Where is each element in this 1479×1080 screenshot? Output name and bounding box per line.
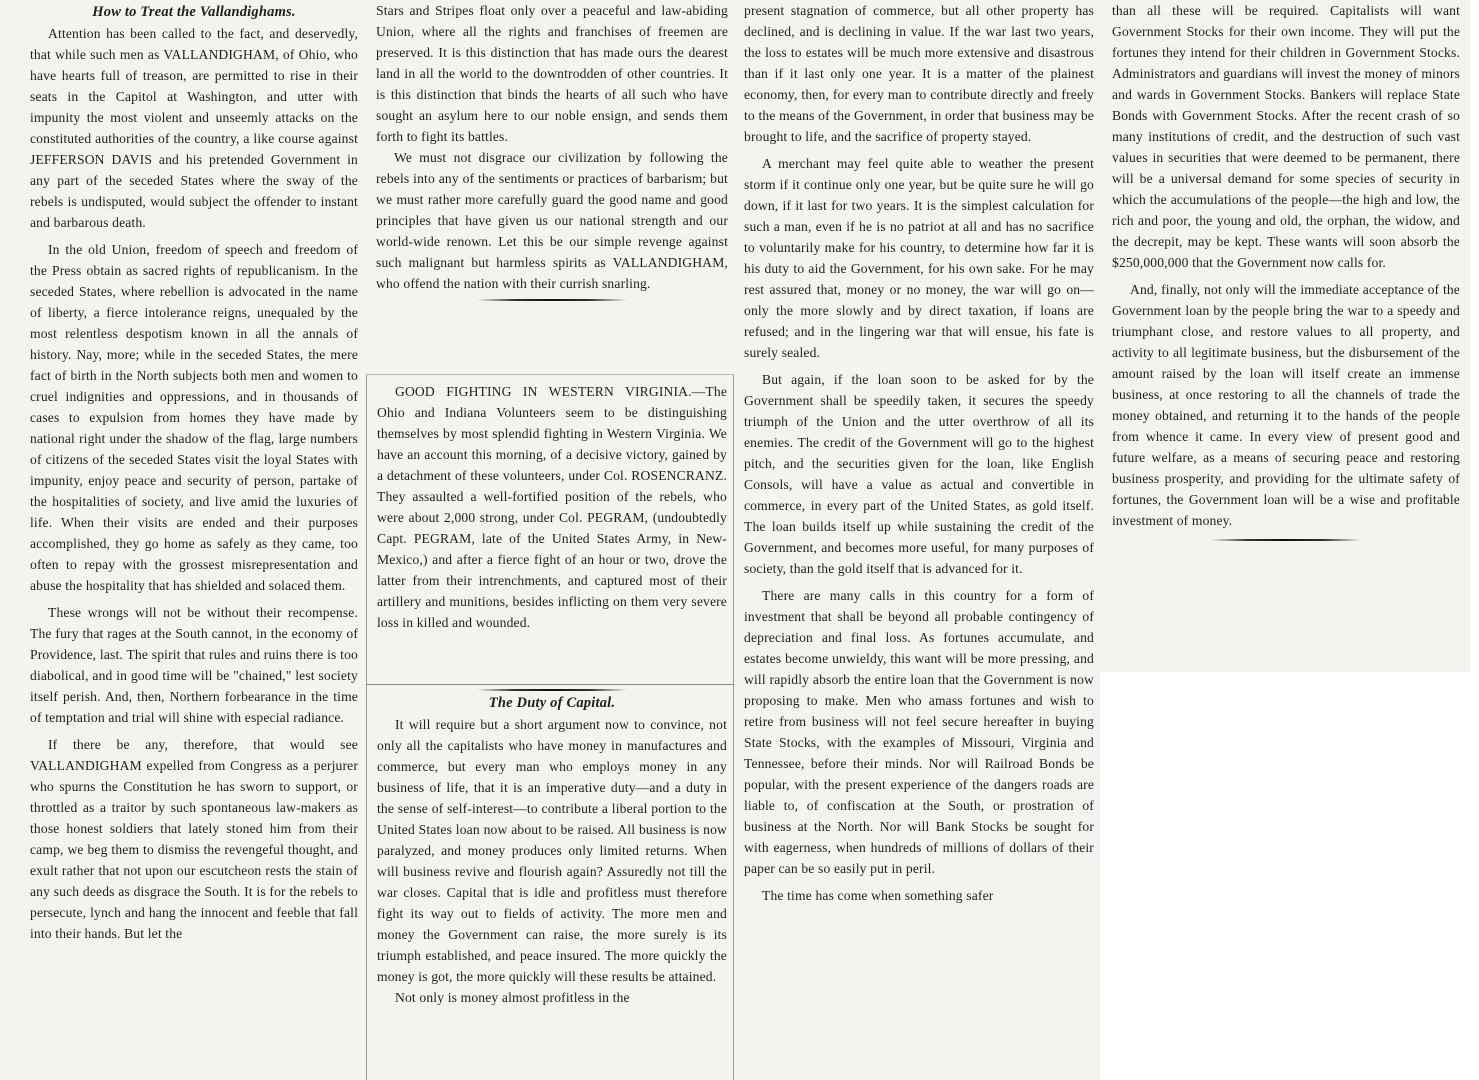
column-2 bbox=[366, 0, 734, 1080]
column-3 bbox=[734, 0, 1100, 1080]
paragraph: We must not disgrace our civilization by following the rebels into any of the sentiments or practices of barbarism; but we must rather more carefully guard the good name and good principles that have given us our national strength and our world-wide renown. Let this be our simple revenge against such malignant but harmless spirits as VALLANDIGHAM, who offend the nation with their currish snarling. bbox=[376, 150, 728, 291]
paragraph: In the old Union, freedom of speech and freedom of the Press obtain as sacred rights of republicanism. In the seceded States, where rebellion is advocated in the name of liberty, a fierce intolerance reigns, unequaled by the most relentless despotism known in all the annals of history. Nay, more; while in the seceded States, the mere fact of birth in the North subjects both men and women to cruel indignities and oppressions, and in thousands of cases to expulsion from homes they have made by national right under the shadow of the flag, large numbers of citizens of the seceded States visit the loyal States with impunity, enjoy peace and security of person, partake of the hospitalities of society, and live amid the luxuries of life. When their visits are ended and their purposes accomplished, they go home as safely as they came, too often to repay with the grossest misrepresentation and abuse the hospitality that has shielded and solaced them. bbox=[30, 242, 358, 593]
column-rule bbox=[477, 689, 627, 691]
article-title-duty-of-capital: The Duty of Capital. bbox=[488, 695, 616, 711]
column-rule bbox=[1211, 539, 1361, 541]
clipping-continuation bbox=[366, 0, 734, 374]
clipping-western-virginia bbox=[366, 374, 734, 684]
paragraph: There are many calls in this country for a form of investment that shall be beyond all probable contingency of depreciation and final loss. As fortunes accumulate, and estates become unwieldy, this want will be more pressing, and will rapidly absorb the entire loan that the Government is now proposing to make. Men who amass fortunes and wish to retire from business will not feel secure hereafter in buying State Stocks, with the examples of Missouri, Virginia and Tennessee, before their minds. Nor will Railroad Bonds be popular, with the present experience of the dangers roads are liable to, of confiscation at the South, or prostration of business at the North. Nor will Bank Stocks be sought for with eagerness, when hundreds of millions of dollars of their paper can be so easily put in peril. bbox=[744, 588, 1094, 876]
column-1 bbox=[0, 0, 366, 1080]
paragraph: It will require but a short argument now to convince, not only all the capitalists who have money in manufactures and commerce, but every man who employs money in any business of life, that it is an imperative duty—and a duty in the sense of self-interest—to contribute a liberal portion to the United States loan now about to be raised. All business is now paralyzed, and money produces only limited returns. When will business revive and flourish again? Assuredly not till the war closes. Capital that is idle and profitless must therefore fight its way out to fields of activity. The more men and money the Government can raise, the more surely is its triumph established, and peace insured. The more quickly the money is got, the more quickly will these results be attained. bbox=[377, 717, 727, 984]
paragraph: If there be any, therefore, that would see VALLANDIGHAM expelled from Congress as a perjurer who spurns the Constitution he has sworn to support, or throttled as a traitor by such spontaneous law-makers as those honest soldiers that lately stoned him from their camp, we beg them to dismiss the revengeful thought, and exult rather that not upon our escutcheon rests the stain of any such deeds as disgrace the South. It is for the rebels to persecute, lynch and hang the innocent and feeble that fall into their hands. But let the bbox=[30, 737, 358, 941]
paragraph: The time has come when something safer bbox=[762, 888, 994, 903]
paragraph: GOOD FIGHTING IN WESTERN VIRGINIA.—The Ohio and Indiana Volunteers seem to be distinguishing themselves by most splendid fighting in Western Virginia. We have an account this morning, of a decisive victory, gained by a detachment of these volunteers, under Col. ROSENCRANZ. They assaulted a well-fortified position of the rebels, who were about 2,000 strong, under Col. PEGRAM, (undoubtedly Capt. PEGRAM, late of the United States Army, in New-Mexico,) and after a fierce fight of an hour or two, drove the latter from their intrenchments, and captured most of their artillery and munitions, besides inflicting on them very severe loss in killed and wounded. bbox=[377, 384, 727, 630]
column-rule bbox=[477, 299, 627, 301]
paragraph: A merchant may feel quite able to weather the present storm if it continue only one year, but be quite sure he will go down, if it last for two years. It is the simplest calculation for such a man, even if he is no patriot at all and has no sacrifice to voluntarily make for his country, to determine how far it is his duty to aid the Government, for his own sake. For he may rest assured that, money or no money, the war will go on—only the more slowly and by direct taxation, if loans are refused; and in the lingering war that will ensue, his fate is surely sealed. bbox=[744, 156, 1094, 360]
column-4 bbox=[1100, 0, 1470, 672]
paragraph: And, finally, not only will the immediate acceptance of the Government loan by the people bring the war to a speedy and triumphant close, and restore values to all property, and activity to all legitimate business, but the disbursement of the amount raised by the loan will itself create an immense business, at once restoring to all the channels of trade the money obtained, and returning it to the hands of the people from whence it came. In every view of present good and future welfare, as a means of securing peace and restoring business prosperity, and providing for the ultimate safety of fortunes, the Government loan will be a wise and profitable investment of money. bbox=[1112, 282, 1460, 528]
paragraph: than all these will be required. Capitalists will want Government Stocks for their own income. They will put the fortunes they intend for their children in Government Stocks. Administrators and guardians will invest the money of minors and wards in Government Stocks. Bankers will replace State Bonds with Government Stocks. After the recent crash of so many institutions of credit, and the destruction of such vast values in securities that were deemed to be permanent, there will be a universal demand for some species of security in which the accumulations of the people—the high and low, the rich and poor, the young and old, the orphan, the widow, and the decrepit, may be kept. These wants will soon absorb the $250,000,000 that the Government now calls for. bbox=[1112, 3, 1460, 270]
paragraph: present stagnation of commerce, but all other property has declined, and is declining in value. If the war last two years, the loss to estates will be much more extensive and disastrous than if it last only one year. It is a matter of the plainest economy, then, for every man to contribute directly and freely to the means of the Government, in order that business may be brought to life, and the sacrifice of property stayed. bbox=[744, 3, 1094, 144]
paragraph: Attention has been called to the fact, and deservedly, that while such men as VALLANDIGHAM, of Ohio, who have hearts full of treason, are permitted to rise in their seats in the Capitol at Washington, and utter with impunity the most violent and unseemly attacks on the constituted authorities of the country, a like course against JEFFERSON DAVIS and his pretended Government in any part of the seceded States where the sway of the rebels is undisputed, would subject the offender to instant and barbarous death. bbox=[30, 26, 358, 230]
paragraph: Stars and Stripes float only over a peaceful and law-abiding Union, where all the rights and franchises of freemen are preserved. It is this distinction that has made ours the dearest land in all the world to the downtrodden of other countries. It is this distinction that binds the hearts of all such who have sought an asylum here to our noble ensign, and sends them forth to fight its battles. bbox=[376, 3, 728, 144]
clipping-duty-of-capital bbox=[366, 684, 734, 1080]
article-title-vallandighams: How to Treat the Vallandighams. bbox=[92, 4, 296, 20]
paragraph: These wrongs will not be without their recompense. The fury that rages at the South cannot, in the economy of Providence, last. The spirit that rules and ruins there is too diabolical, and in good time will be "chained," lest society itself perish. And, then, Northern forbearance in the time of temptation and trial will shine with especial radiance. bbox=[30, 605, 358, 725]
paragraph: Not only is money almost profitless in the bbox=[395, 990, 630, 1005]
paragraph: But again, if the loan soon to be asked for by the Government shall be speedily taken, it secures the speedy triumph of the Union and the utter overthrow of all its enemies. The credit of the Government will go to the highest pitch, and the securities given for the loan, like English Consols, will have a value as actual and convertible in commerce, in every part of the United States, as gold itself. The loan builds itself up while sustaining the credit of the Government, and becomes more useful, for many purposes of society, than the gold itself that is advanced for it. bbox=[744, 372, 1094, 576]
